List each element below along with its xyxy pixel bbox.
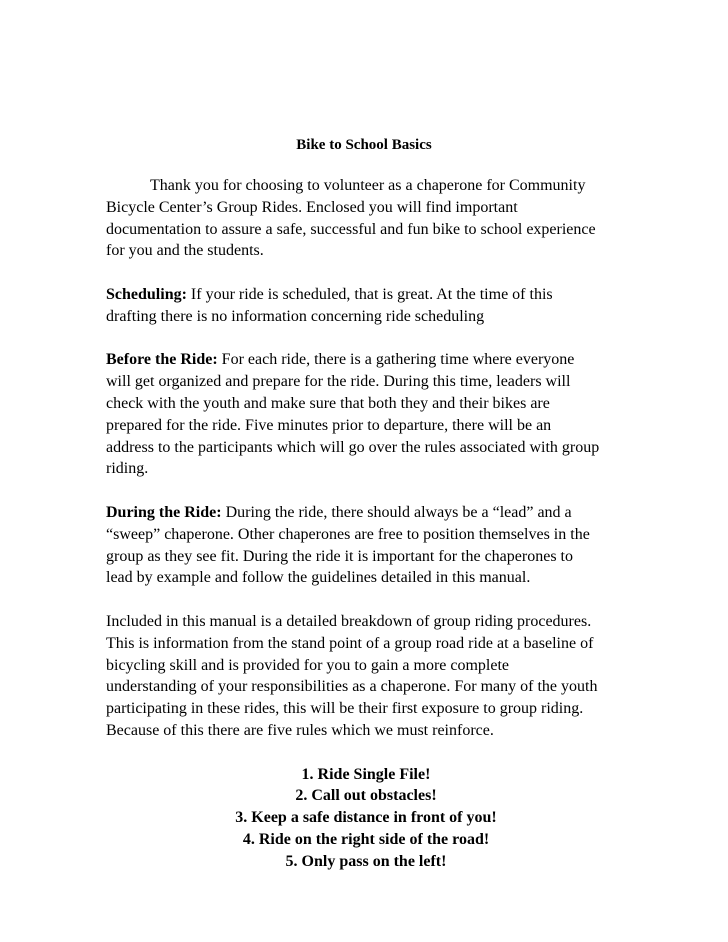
manual-line: Because of this there are five rules which we must reinforce. bbox=[106, 721, 494, 739]
intro-paragraph bbox=[106, 175, 626, 262]
intro-line: for you and the students. bbox=[106, 242, 264, 260]
scheduling-line: drafting there is no information concerning ride scheduling bbox=[106, 307, 485, 325]
scheduling-line: If your ride is scheduled, that is great. At the time of this bbox=[186, 285, 553, 303]
intro-line: Thank you for choosing to volunteer as a chaperone for Community bbox=[150, 177, 586, 194]
manual-line: Included in this manual is a detailed breakdown of group riding procedures. bbox=[106, 612, 592, 630]
during-ride-line: “sweep” chaperone. Other chaperones are free to position themselves in the bbox=[106, 525, 590, 543]
during-ride-heading: During the Ride: bbox=[106, 503, 222, 521]
manual-paragraph bbox=[106, 611, 626, 742]
before-ride-line: prepared for the ride. Five minutes prior to departure, there will be an bbox=[106, 416, 552, 434]
rule-item: 4. Ride on the right side of the road! bbox=[242, 830, 490, 848]
before-ride-line: check with the youth and make sure that both they and their bikes are bbox=[106, 394, 550, 412]
manual-line: This is information from the stand point of a group road ride at a baseline of bbox=[106, 634, 594, 652]
during-ride-line: group as they see fit. During the ride it is important for the chaperones to bbox=[106, 547, 573, 565]
paragraph-gap bbox=[106, 742, 626, 764]
intro-line: Bicycle Center’s Group Rides. Enclosed you will find important bbox=[106, 198, 518, 216]
before-ride-line: address to the participants which will go over the rules associated with group bbox=[106, 438, 600, 456]
rule-item: 5. Only pass on the left! bbox=[285, 852, 447, 870]
during-ride-paragraph bbox=[106, 502, 626, 589]
before-ride-heading: Before the Ride: bbox=[106, 351, 218, 369]
scheduling-heading: Scheduling: bbox=[106, 285, 187, 303]
before-ride-line: will get organized and prepare for the ride. During this time, leaders will bbox=[106, 373, 571, 391]
manual-line: participating in these rides, this will be their first exposure to group riding. bbox=[106, 700, 584, 718]
scheduling-paragraph bbox=[106, 284, 626, 328]
before-ride-line: For each ride, there is a gathering time where everyone bbox=[217, 351, 575, 369]
intro-line: documentation to assure a safe, successful and fun bike to school experience bbox=[106, 220, 596, 238]
before-ride-line: riding. bbox=[106, 460, 149, 478]
paragraph-gap bbox=[106, 262, 626, 284]
before-ride-paragraph bbox=[106, 349, 626, 480]
rule-item: 2. Call out obstacles! bbox=[295, 787, 437, 805]
rule-item: 3. Keep a safe distance in front of you! bbox=[235, 809, 497, 827]
document-title: Bike to School Basics bbox=[296, 137, 432, 153]
rule-item: 1. Ride Single File! bbox=[301, 765, 431, 783]
manual-line: understanding of your responsibilities as a chaperone. For many of the youth bbox=[106, 678, 598, 696]
paragraph-gap bbox=[106, 480, 626, 502]
manual-line: bicycling skill and is provided for you to gain a more complete bbox=[106, 656, 510, 674]
paragraph-gap bbox=[106, 589, 626, 611]
document-body bbox=[106, 175, 626, 873]
during-ride-line: During the ride, there should always be a “lead” and a bbox=[221, 503, 572, 521]
during-ride-line: lead by example and follow the guidelines detailed in this manual. bbox=[106, 569, 531, 587]
rules-list bbox=[106, 764, 626, 873]
paragraph-gap bbox=[106, 328, 626, 350]
